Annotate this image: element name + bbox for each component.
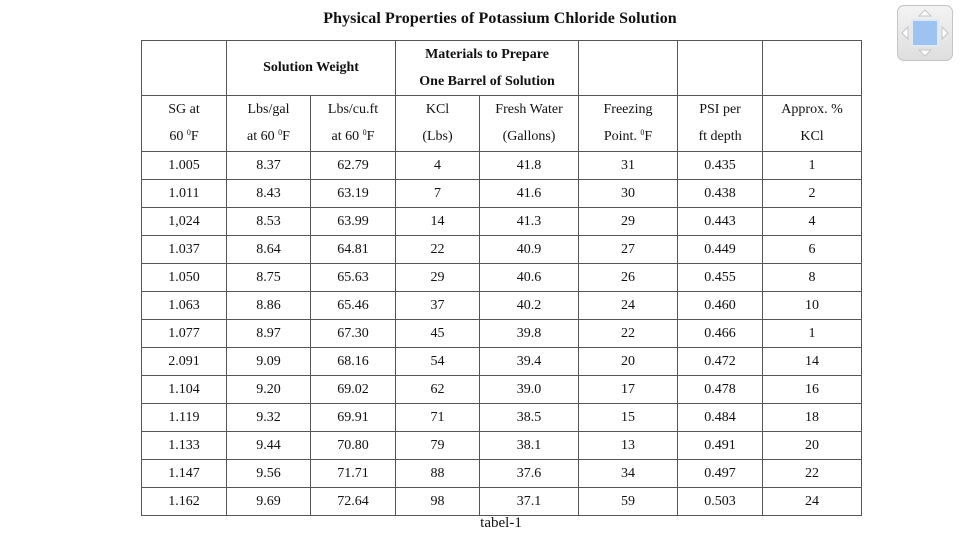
column-header-line2-unit: F — [282, 129, 290, 144]
group-header-empty — [678, 41, 763, 96]
table-cell: 1.133 — [142, 432, 227, 460]
column-header-line1: Lbs/gal — [247, 102, 290, 117]
table-cell: 9.32 — [227, 404, 311, 432]
arrow-right-shape — [942, 27, 948, 39]
table-cell: 29 — [579, 208, 678, 236]
table-cell: 2.091 — [142, 348, 227, 376]
page-title: Physical Properties of Potassium Chloride Solution — [323, 10, 677, 27]
table-cell: 9.44 — [227, 432, 311, 460]
table-cell: 41.8 — [480, 152, 579, 180]
column-header-line1: Lbs/cu.ft — [327, 102, 379, 117]
table-cell: 7 — [396, 180, 480, 208]
group-header-empty — [579, 41, 678, 96]
column-header-line2-unit: F — [190, 129, 199, 144]
table-cell: 14 — [763, 348, 862, 376]
column-header-line2-text: KCl — [800, 129, 824, 144]
fullscreen-expand-icon — [898, 6, 952, 60]
table-cell: 40.6 — [480, 264, 579, 292]
table-cell: 15 — [579, 404, 678, 432]
column-header-line2 — [396, 130, 479, 144]
column-header-cell — [579, 96, 678, 152]
table-cell: 1.119 — [142, 404, 227, 432]
degree-superscript: 0 — [362, 128, 367, 137]
table-cell: 16 — [763, 376, 862, 404]
table-row — [142, 404, 862, 432]
table-cell: 1.037 — [142, 236, 227, 264]
table-cell: 1 — [763, 320, 862, 348]
table-cell: 0.438 — [678, 180, 763, 208]
table-row — [142, 348, 862, 376]
kcl-properties-table — [141, 40, 862, 516]
table-row — [142, 320, 862, 348]
table-cell: 62 — [396, 376, 480, 404]
table-cell: 30 — [579, 180, 678, 208]
table-cell: 8.86 — [227, 292, 311, 320]
table-body — [142, 152, 862, 516]
column-header-line1: Freezing — [603, 102, 653, 117]
column-header-line2 — [763, 130, 861, 144]
table-cell: 0.478 — [678, 376, 763, 404]
table-cell: 20 — [763, 432, 862, 460]
table-cell: 9.56 — [227, 460, 311, 488]
column-header-line2-text: (Gallons) — [502, 129, 556, 144]
table-cell: 14 — [396, 208, 480, 236]
table-cell: 79 — [396, 432, 480, 460]
table-cell: 0.497 — [678, 460, 763, 488]
column-header-line1: PSI per — [699, 102, 741, 117]
table-cell: 63.99 — [311, 208, 396, 236]
table-cell: 65.63 — [311, 264, 396, 292]
table-row — [142, 180, 862, 208]
table-cell: 0.460 — [678, 292, 763, 320]
table-cell: 54 — [396, 348, 480, 376]
column-header-cell — [311, 96, 396, 152]
table-cell: 71.71 — [311, 460, 396, 488]
table-cell: 8.75 — [227, 264, 311, 292]
table-cell: 39.4 — [480, 348, 579, 376]
table-cell: 39.0 — [480, 376, 579, 404]
column-header-line2 — [227, 130, 310, 144]
table-cell: 4 — [396, 152, 480, 180]
table-cell: 8.43 — [227, 180, 311, 208]
table-cell: 41.6 — [480, 180, 579, 208]
table-cell: 24 — [579, 292, 678, 320]
group-header-solution-weight: Solution Weight — [227, 41, 396, 96]
column-header-line1: SG at — [168, 102, 200, 117]
table-cell: 59 — [579, 488, 678, 516]
table-cell: 63.19 — [311, 180, 396, 208]
table-cell: 8.53 — [227, 208, 311, 236]
table-cell: 0.443 — [678, 208, 763, 236]
table-cell: 1.063 — [142, 292, 227, 320]
column-header-line2 — [678, 130, 762, 144]
table-cell: 45 — [396, 320, 480, 348]
table-row — [142, 292, 862, 320]
table-row — [142, 432, 862, 460]
column-header-line2 — [480, 130, 578, 144]
table-row — [142, 208, 862, 236]
column-header-line2-unit: F — [366, 129, 375, 144]
column-header-line2 — [579, 130, 677, 144]
group-header-empty — [142, 41, 227, 96]
table-cell: 88 — [396, 460, 480, 488]
table-cell: 64.81 — [311, 236, 396, 264]
table-cell: 13 — [579, 432, 678, 460]
table-cell: 40.9 — [480, 236, 579, 264]
column-header-line2 — [311, 130, 395, 144]
table-cell: 18 — [763, 404, 862, 432]
table-cell: 8.37 — [227, 152, 311, 180]
column-header-cell — [227, 96, 311, 152]
table-row — [142, 264, 862, 292]
table-cell: 1,024 — [142, 208, 227, 236]
table-cell: 20 — [579, 348, 678, 376]
table-cell: 38.5 — [480, 404, 579, 432]
table-cell: 34 — [579, 460, 678, 488]
column-header-row — [142, 96, 862, 152]
table-cell: 0.484 — [678, 404, 763, 432]
table-cell: 29 — [396, 264, 480, 292]
table-cell: 72.64 — [311, 488, 396, 516]
column-header-cell — [480, 96, 579, 152]
arrow-up-shape — [919, 10, 931, 16]
table-row — [142, 152, 862, 180]
table-cell: 27 — [579, 236, 678, 264]
table-cell: 37.6 — [480, 460, 579, 488]
table-row — [142, 488, 862, 516]
group-header-materials-line1: Materials to Prepare — [425, 46, 549, 62]
table-cell: 69.91 — [311, 404, 396, 432]
table-cell: 41.3 — [480, 208, 579, 236]
column-header-line1: KCl — [425, 102, 450, 117]
column-header-line2-text: at 60 — [247, 129, 279, 144]
column-header-line2-text: Point. — [603, 129, 641, 144]
table-cell: 6 — [763, 236, 862, 264]
table-cell: 31 — [579, 152, 678, 180]
table-cell: 8.64 — [227, 236, 311, 264]
group-header-row — [142, 41, 862, 96]
table-cell: 9.09 — [227, 348, 311, 376]
degree-superscript: 0 — [186, 128, 191, 137]
table-cell: 38.1 — [480, 432, 579, 460]
table-cell: 2 — [763, 180, 862, 208]
column-header-line1: Approx. % — [781, 102, 843, 117]
table-cell: 0.449 — [678, 236, 763, 264]
column-header-cell — [678, 96, 763, 152]
table-caption: tabel-1 — [480, 515, 522, 531]
degree-superscript: 0 — [278, 128, 283, 137]
column-header-line2-text: ft depth — [698, 129, 742, 144]
table-cell: 70.80 — [311, 432, 396, 460]
table-cell: 37.1 — [480, 488, 579, 516]
table-cell: 67.30 — [311, 320, 396, 348]
table-row — [142, 460, 862, 488]
table-cell: 22 — [396, 236, 480, 264]
expand-center-square — [912, 20, 938, 46]
column-header-line2-text: (Lbs) — [422, 129, 453, 144]
table-cell: 39.8 — [480, 320, 579, 348]
table-cell: 9.69 — [227, 488, 311, 516]
table-cell: 0.472 — [678, 348, 763, 376]
table-cell: 8 — [763, 264, 862, 292]
table-cell: 1.162 — [142, 488, 227, 516]
table-row — [142, 376, 862, 404]
table-row — [142, 236, 862, 264]
table-cell: 98 — [396, 488, 480, 516]
table-cell: 40.2 — [480, 292, 579, 320]
fullscreen-toggle-button[interactable] — [897, 5, 953, 61]
table-cell: 62.79 — [311, 152, 396, 180]
group-header-materials — [396, 41, 579, 96]
table-cell: 68.16 — [311, 348, 396, 376]
arrow-down-shape — [919, 50, 931, 56]
column-header-cell — [763, 96, 862, 152]
group-header-materials-line2: One Barrel of Solution — [419, 73, 555, 89]
table-cell: 69.02 — [311, 376, 396, 404]
table-cell: 1.011 — [142, 180, 227, 208]
table-cell: 1.147 — [142, 460, 227, 488]
table-cell: 1.005 — [142, 152, 227, 180]
table-cell: 0.455 — [678, 264, 763, 292]
group-header-empty — [763, 41, 862, 96]
table-cell: 22 — [763, 460, 862, 488]
table-cell: 71 — [396, 404, 480, 432]
arrow-left-shape — [902, 27, 908, 39]
table-cell: 1.104 — [142, 376, 227, 404]
table-cell: 8.97 — [227, 320, 311, 348]
column-header-cell — [396, 96, 480, 152]
table-cell: 0.491 — [678, 432, 763, 460]
column-header-line2-text: 60 — [169, 129, 187, 144]
table-cell: 9.20 — [227, 376, 311, 404]
table-cell: 37 — [396, 292, 480, 320]
table-cell: 10 — [763, 292, 862, 320]
table-cell: 17 — [579, 376, 678, 404]
table-cell: 65.46 — [311, 292, 396, 320]
table-cell: 0.435 — [678, 152, 763, 180]
column-header-line2-unit: F — [644, 129, 653, 144]
column-header-line1: Fresh Water — [495, 102, 563, 117]
column-header-cell — [142, 96, 227, 152]
table-cell: 0.466 — [678, 320, 763, 348]
column-header-line2 — [142, 130, 226, 144]
table-cell: 0.503 — [678, 488, 763, 516]
table-cell: 26 — [579, 264, 678, 292]
table-cell: 1.077 — [142, 320, 227, 348]
table-cell: 4 — [763, 208, 862, 236]
degree-superscript: 0 — [640, 128, 645, 137]
table-cell: 22 — [579, 320, 678, 348]
table-cell: 24 — [763, 488, 862, 516]
table-cell: 1 — [763, 152, 862, 180]
table-cell: 1.050 — [142, 264, 227, 292]
column-header-line2-text: at 60 — [331, 129, 363, 144]
